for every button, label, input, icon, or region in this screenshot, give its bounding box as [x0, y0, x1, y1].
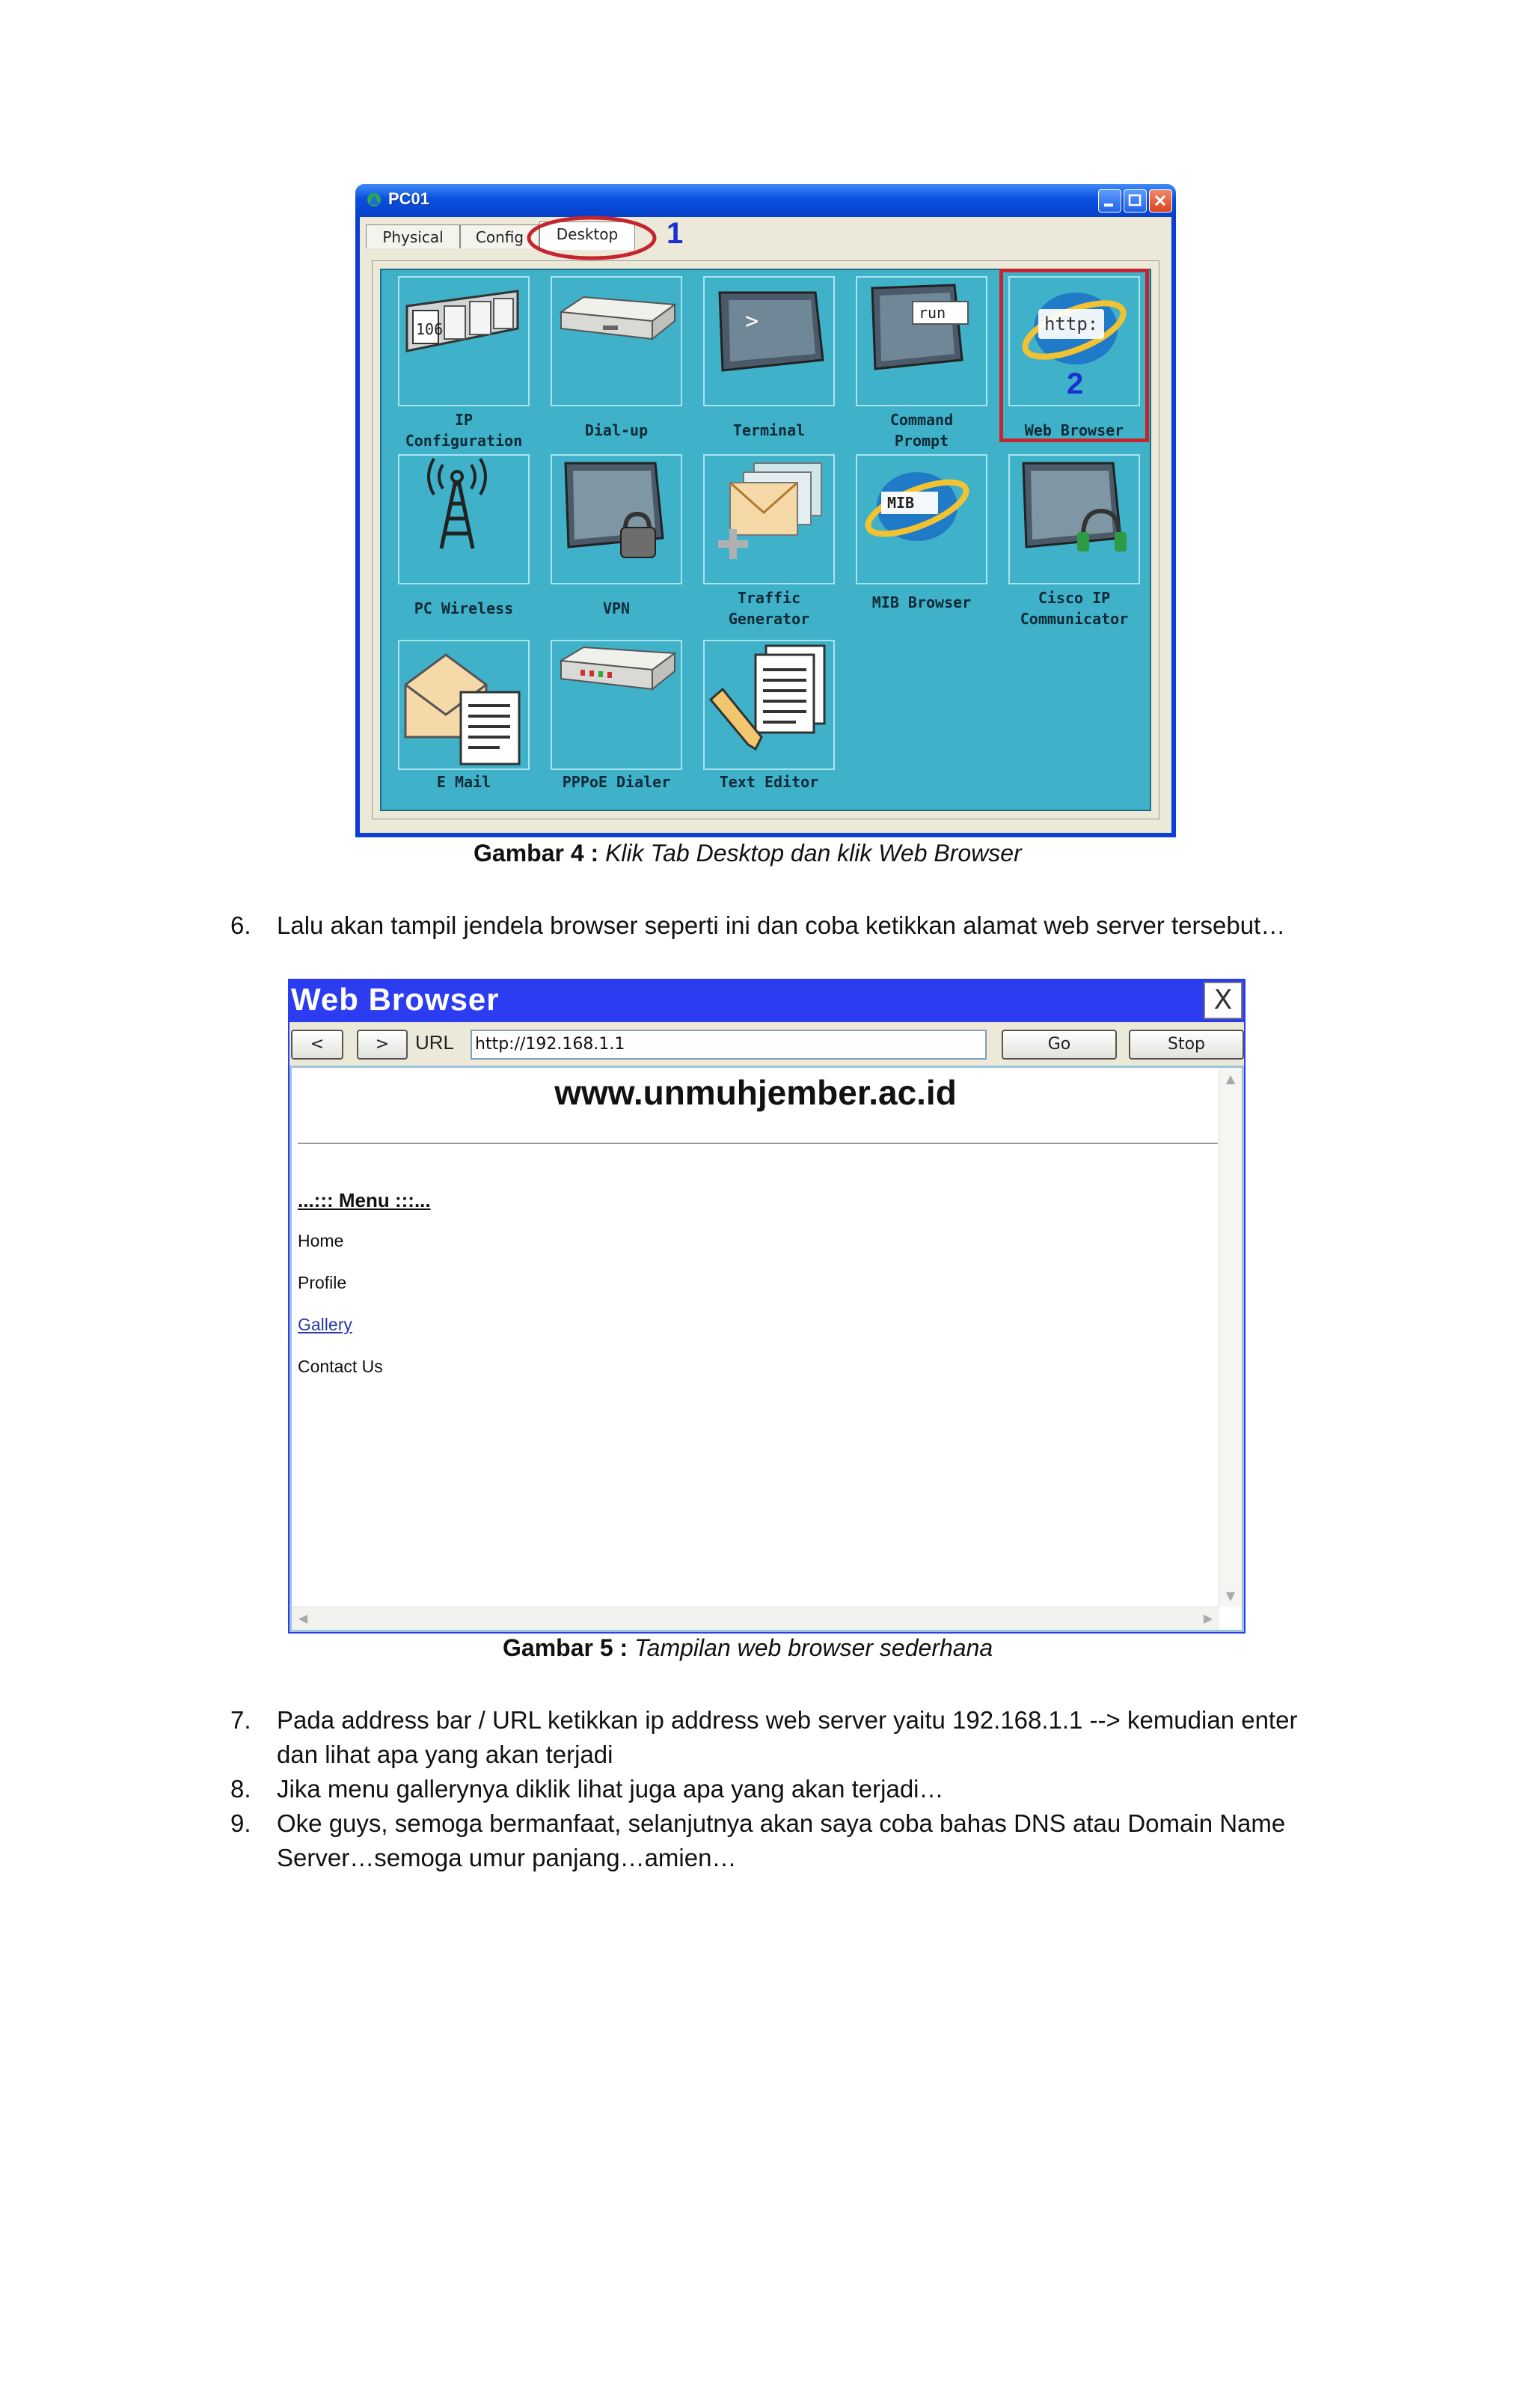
caption-text: Tampilan web browser sederhana: [634, 1634, 993, 1661]
desktop-panel: [372, 260, 1159, 819]
svg-text:run: run: [919, 304, 946, 322]
app-label: Text Editor: [719, 773, 819, 791]
list-text-line-1: Oke guys, semoga bermanfaat, selanjutnya akan saya coba bahas DNS atau Domain Name: [277, 1809, 1286, 1837]
figure-caption-5: [503, 1634, 993, 1662]
menu-item-contact-us[interactable]: Contact Us: [298, 1357, 383, 1376]
divider: [298, 1143, 1218, 1144]
list-text-line-1: Pada address bar / URL ketikkan ip address web server yaitu 192.168.1.1 --> kemudian enter: [277, 1706, 1298, 1734]
svg-text:MIB: MIB: [887, 494, 915, 512]
list-text: Lalu akan tampil jendela browser seperti ini dan coba ketikkan alamat web server tersebut…: [277, 911, 1286, 939]
menu-item-home[interactable]: Home: [298, 1231, 344, 1250]
list-number: 9.: [230, 1809, 251, 1837]
horizontal-scrollbar[interactable]: [292, 1607, 1219, 1630]
pc01-window-body: [360, 217, 1171, 833]
vertical-scrollbar[interactable]: [1219, 1068, 1242, 1607]
modem-icon: [551, 276, 682, 406]
traffic-generator-icon: [703, 454, 835, 584]
app-label: Web Browser: [1024, 421, 1124, 439]
list-text-line-1: Jika menu gallerynya diklik lihat juga apa yang akan terjadi…: [277, 1775, 944, 1803]
maximize-button[interactable]: [1124, 189, 1147, 213]
window-title: PC01: [388, 189, 430, 208]
list-number: 6.: [230, 911, 251, 939]
email-icon: [398, 640, 530, 770]
pc01-window: [355, 184, 1176, 837]
menu-heading: ...::: Menu :::...: [298, 1189, 431, 1211]
step-6: [230, 908, 1352, 943]
ip-communicator-icon: [1008, 454, 1140, 584]
ip-config-icon: [398, 276, 530, 406]
web-browser-window: [288, 979, 1245, 1634]
text-editor-icon: [703, 640, 835, 770]
step-9: [230, 1806, 1352, 1875]
caption-text: Klik Tab Desktop dan klik Web Browser: [605, 840, 1022, 867]
app-label: Traffic Generator: [728, 589, 810, 628]
close-button[interactable]: X: [1204, 982, 1243, 1019]
menu-item-profile[interactable]: Profile: [298, 1273, 347, 1292]
close-icon: [1150, 190, 1171, 211]
app-label: VPN: [602, 599, 631, 617]
scroll-left-icon[interactable]: ◀: [298, 1611, 308, 1625]
app-label: E Mail: [436, 773, 491, 791]
desktop-tab-highlight: [524, 214, 659, 262]
app-label: MIB Browser: [871, 593, 972, 611]
web-browser-highlight: [999, 269, 1149, 442]
command-prompt-icon: [856, 276, 987, 406]
back-button[interactable]: <: [291, 1030, 343, 1060]
app-label: Command Prompt: [889, 411, 954, 450]
list-text-line-2: dan lihat apa yang akan terjadi: [277, 1741, 613, 1768]
callout-number-1: 1: [667, 217, 684, 250]
list-text-line-2: Server…semoga umur panjang…amien…: [277, 1844, 737, 1871]
close-button[interactable]: [1149, 189, 1172, 213]
list-number: 8.: [230, 1775, 251, 1803]
scroll-down-icon[interactable]: ▼: [1225, 1589, 1236, 1603]
app-label: Terminal: [732, 421, 806, 439]
tab-desktop[interactable]: Desktop: [539, 221, 635, 250]
minimize-icon: [1099, 190, 1120, 211]
browser-page-content: [289, 1066, 1244, 1632]
url-input[interactable]: http://192.168.1.1: [471, 1030, 987, 1060]
maximize-icon: [1124, 190, 1145, 211]
vpn-lock-icon: [551, 454, 682, 584]
app-label: IP Configuration: [405, 411, 523, 450]
svg-text:106: 106: [416, 320, 444, 338]
wireless-antenna-icon: [398, 454, 530, 584]
app-label: Dial-up: [584, 421, 649, 439]
site-title: www.unmuhjember.ac.id: [554, 1073, 957, 1112]
svg-text:http:: http:: [1044, 314, 1099, 334]
minimize-button[interactable]: [1098, 189, 1121, 213]
step-8: [230, 1772, 1352, 1806]
go-button[interactable]: Go: [1002, 1030, 1117, 1060]
forward-button[interactable]: >: [357, 1030, 408, 1060]
app-label: Cisco IP Communicator: [1020, 589, 1129, 628]
menu-item-gallery[interactable]: Gallery: [298, 1315, 352, 1334]
figure-caption-4: [474, 840, 1022, 867]
browser-toolbar: [289, 1022, 1244, 1066]
scroll-up-icon[interactable]: ▲: [1225, 1072, 1236, 1086]
scroll-right-icon[interactable]: ▶: [1203, 1611, 1213, 1625]
callout-number-2: 2: [1067, 367, 1084, 400]
pc01-title-bar[interactable]: [355, 184, 1176, 217]
terminal-icon: [703, 276, 835, 406]
svg-text:>: >: [745, 308, 759, 334]
tab-config[interactable]: Config: [460, 224, 539, 248]
caption-label: Gambar 5 :: [503, 1634, 628, 1661]
mib-browser-icon: [856, 454, 987, 584]
step-7: [230, 1703, 1352, 1772]
tab-physical[interactable]: Physical: [366, 224, 460, 248]
app-label: PPPoE Dialer: [562, 773, 671, 791]
packet-tracer-icon: [364, 190, 384, 210]
pppoe-dialer-icon: [551, 640, 682, 770]
list-number: 7.: [230, 1706, 251, 1734]
desktop-app-grid: [380, 269, 1151, 811]
caption-label: Gambar 4 :: [474, 840, 599, 867]
app-label: PC Wireless: [414, 599, 514, 617]
url-label: URL: [415, 1031, 455, 1054]
web-browser-title: Web Browser: [291, 982, 500, 1017]
stop-button[interactable]: Stop: [1129, 1030, 1244, 1060]
